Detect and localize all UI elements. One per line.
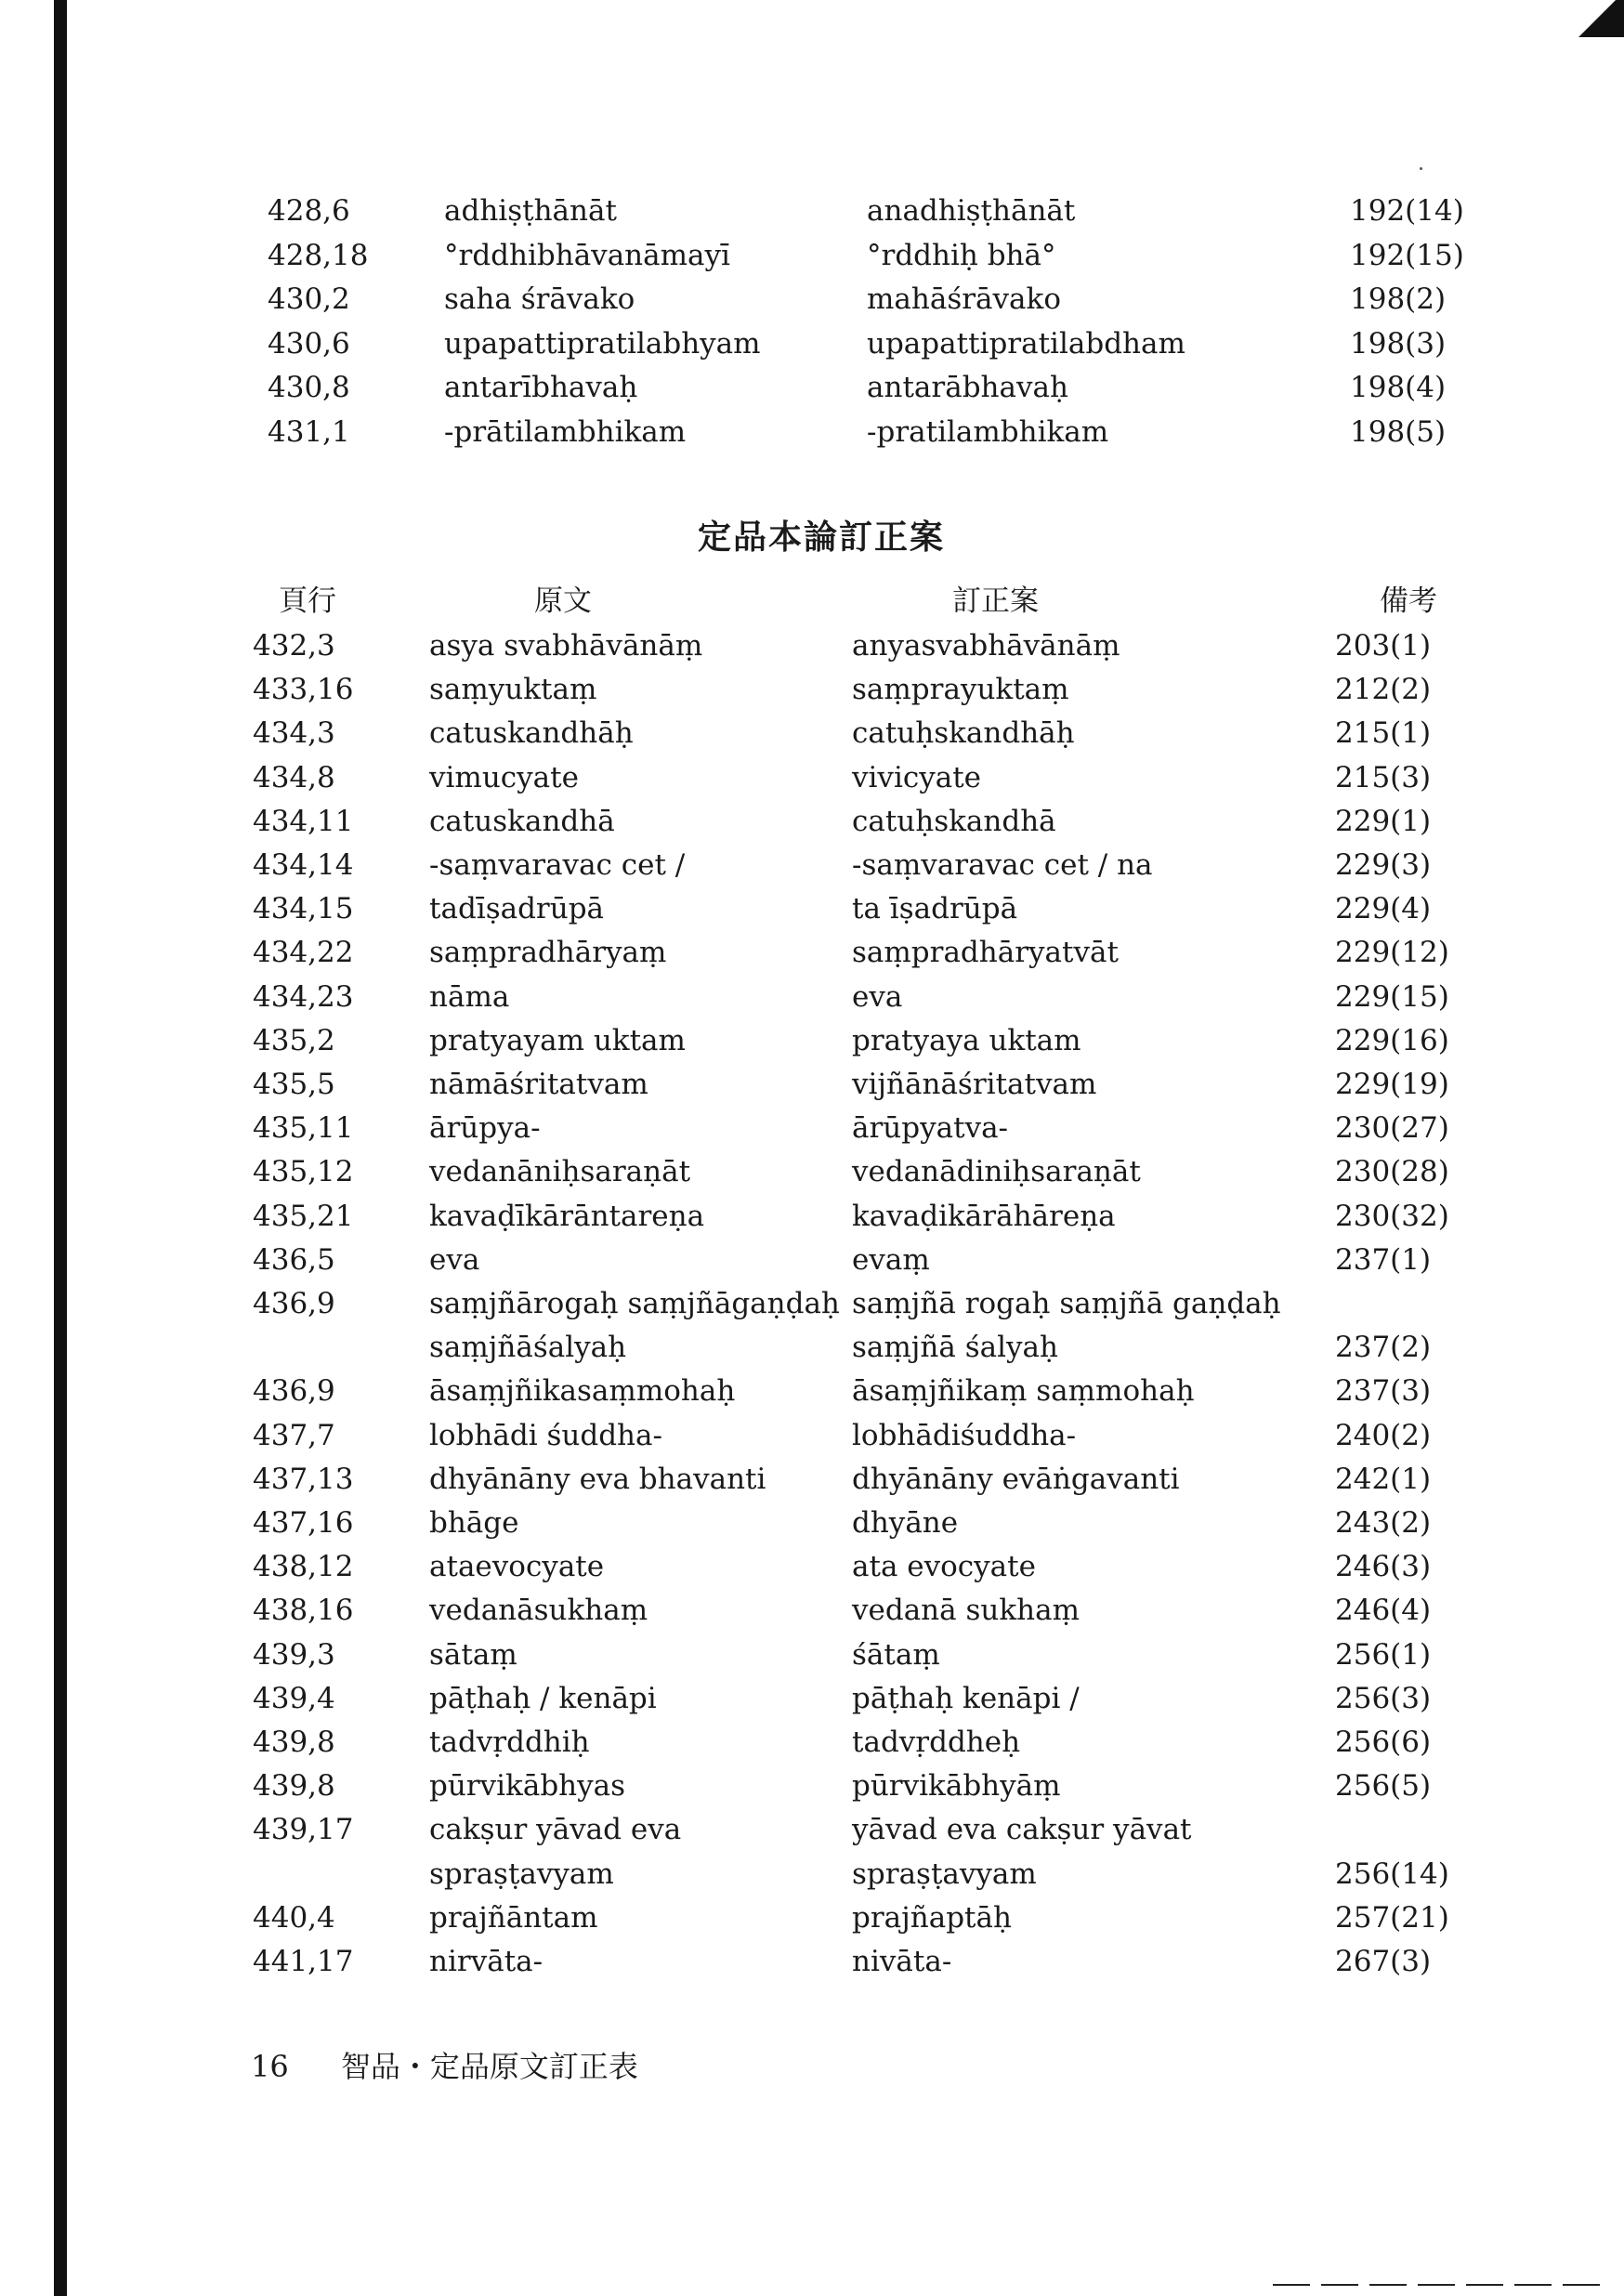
cell-original-text: -saṃvaravac cet /	[429, 848, 686, 882]
cell-correction: spraṣṭavyam	[852, 1856, 1037, 1891]
cell-remarks: 215(1)	[1335, 716, 1432, 751]
cell-original-text: saṃjñāśalyaḥ	[429, 1331, 627, 1365]
cell-page-line: 438,12	[253, 1550, 354, 1584]
cell-page-line: 434,3	[253, 716, 335, 751]
cell-original-text: lobhādi śuddha-	[429, 1418, 662, 1452]
cell-page-line: 435,21	[253, 1199, 354, 1233]
cell-remarks: 256(14)	[1335, 1856, 1449, 1891]
table-row	[253, 1808, 1553, 1852]
cell-remarks: 198(4)	[1350, 371, 1447, 404]
cell-correction: kavaḍikārāhāreṇa	[852, 1199, 1116, 1233]
table-row	[253, 1545, 1553, 1589]
cell-page-line: 434,14	[253, 848, 354, 882]
table-row	[268, 366, 1568, 410]
cell-page-line: 437,16	[253, 1506, 354, 1540]
cell-original-text: catuskandhā	[429, 804, 615, 838]
cell-original-text: vedanāniḥsaraṇāt	[429, 1155, 691, 1189]
cell-correction: vedanā sukhaṃ	[852, 1594, 1080, 1628]
cell-remarks: 230(28)	[1335, 1155, 1449, 1189]
cell-original-text: nāma	[429, 979, 510, 1014]
header-correction: 訂正案	[952, 584, 1039, 618]
cell-remarks: 198(3)	[1350, 326, 1447, 361]
running-title: 智品・定品原文訂正表	[340, 2049, 638, 2084]
cell-original-text: pūrvikābhyas	[429, 1769, 626, 1804]
table-row	[253, 1633, 1553, 1677]
cell-correction: saṃprayuktaṃ	[852, 673, 1069, 707]
cell-correction: ata evocyate	[852, 1550, 1036, 1584]
cell-remarks: 203(1)	[1335, 629, 1432, 663]
cell-correction: ārūpyatva-	[852, 1111, 1009, 1146]
cell-page-line: 434,23	[253, 979, 354, 1014]
table-row	[253, 1195, 1553, 1239]
cell-correction: saṃjñā rogaḥ saṃjñā gaṇḍaḥ	[852, 1287, 1281, 1320]
table-row	[253, 1370, 1553, 1413]
cell-correction: pāṭhaḥ kenāpi /	[852, 1681, 1080, 1715]
cell-correction: saṃjñā śalyaḥ	[852, 1331, 1058, 1365]
table-row	[253, 887, 1553, 931]
table-row	[253, 1502, 1553, 1545]
header-remarks: 備考	[1380, 584, 1437, 618]
table-row	[253, 756, 1553, 800]
header-page-line: 頁行	[279, 584, 336, 618]
cell-correction: anadhiṣṭhānāt	[867, 194, 1076, 228]
cell-remarks: 215(3)	[1335, 760, 1432, 794]
cell-remarks: 229(1)	[1335, 804, 1432, 838]
cell-page-line: 428,6	[268, 194, 350, 228]
cell-remarks: 257(21)	[1335, 1900, 1449, 1935]
cell-correction: tadvṛddheḥ	[852, 1725, 1021, 1759]
cell-page-line: 439,8	[253, 1769, 335, 1804]
cell-original-text: vedanāsukhaṃ	[429, 1594, 648, 1628]
cell-remarks: 229(3)	[1335, 848, 1432, 882]
cell-page-line: 430,2	[268, 282, 350, 316]
cell-remarks: 267(3)	[1335, 1945, 1432, 1978]
cell-correction: ta īṣadrūpā	[852, 892, 1018, 926]
cell-correction: vivicyate	[852, 760, 982, 794]
cell-page-line: 439,3	[253, 1637, 335, 1672]
table-row	[253, 1589, 1553, 1633]
cell-remarks: 192(15)	[1350, 238, 1464, 272]
cell-remarks: 256(1)	[1335, 1637, 1432, 1672]
cell-page-line: 436,9	[253, 1374, 335, 1409]
cell-correction: saṃpradhāryatvāt	[852, 936, 1119, 970]
cell-correction: -saṃvaravac cet / na	[852, 848, 1153, 882]
table-row	[253, 1107, 1553, 1150]
cell-remarks: 246(4)	[1335, 1594, 1432, 1628]
table-row	[268, 190, 1568, 233]
cell-original-text: pāṭhaḥ / kenāpi	[429, 1681, 657, 1715]
cell-correction: upapattipratilabdham	[867, 326, 1185, 361]
cell-page-line: 435,11	[253, 1111, 354, 1146]
cell-page-line: 434,11	[253, 804, 354, 838]
table-row	[253, 976, 1553, 1019]
cell-page-line: 435,12	[253, 1155, 354, 1189]
table-row	[253, 844, 1553, 887]
table-row	[253, 1940, 1553, 1984]
table-row	[253, 1721, 1553, 1765]
cell-remarks: 243(2)	[1335, 1506, 1432, 1540]
table-row	[268, 322, 1568, 366]
cell-original-text: antarībhavaḥ	[444, 371, 638, 404]
cell-page-line: 439,17	[253, 1813, 354, 1847]
cell-original-text: saṃpradhāryaṃ	[429, 936, 667, 970]
cell-original-text: adhiṣṭhānāt	[444, 194, 617, 228]
cell-original-text: -prātilambhikam	[444, 414, 687, 449]
cell-remarks: 237(1)	[1335, 1242, 1432, 1277]
cell-original-text: upapattipratilabhyam	[444, 326, 761, 361]
cell-original-text: kavaḍīkārāntareṇa	[429, 1199, 705, 1233]
cell-original-text: °rddhibhāvanāmayī	[444, 238, 730, 272]
table-row	[253, 1326, 1553, 1370]
table-row	[253, 668, 1553, 712]
cell-page-line: 434,22	[253, 936, 354, 970]
cell-page-line: 436,9	[253, 1287, 335, 1320]
cell-remarks: 198(5)	[1350, 414, 1447, 449]
cell-correction: dhyānāny evāṅgavanti	[852, 1462, 1180, 1496]
cell-correction: evaṃ	[852, 1242, 930, 1277]
table-row	[253, 1019, 1553, 1063]
cell-page-line: 432,3	[253, 629, 335, 663]
cell-original-text: eva	[429, 1242, 480, 1277]
cell-remarks: 256(3)	[1335, 1681, 1432, 1715]
cell-remarks: 229(19)	[1335, 1068, 1449, 1101]
page-footer	[251, 2044, 638, 2089]
cell-correction: pūrvikābhyāṃ	[852, 1769, 1061, 1804]
page-number: 16	[251, 2049, 289, 2084]
cell-page-line: 437,13	[253, 1462, 354, 1496]
table-row	[253, 1896, 1553, 1940]
cell-original-text: sātaṃ	[429, 1637, 517, 1672]
cell-remarks: 246(3)	[1335, 1550, 1432, 1584]
table-row	[253, 1765, 1553, 1808]
cell-remarks: 256(5)	[1335, 1769, 1432, 1804]
cell-correction: vedanādiniḥsaraṇāt	[852, 1155, 1141, 1189]
cell-remarks: 237(2)	[1335, 1331, 1432, 1365]
cell-original-text: ārūpya-	[429, 1111, 541, 1146]
table-row	[253, 800, 1553, 844]
cell-original-text: saṃyuktaṃ	[429, 673, 597, 707]
cell-original-text: pratyayam uktam	[429, 1023, 686, 1057]
cell-remarks: 229(12)	[1335, 936, 1449, 970]
cell-remarks: 212(2)	[1335, 673, 1432, 707]
cell-page-line: 439,8	[253, 1725, 335, 1759]
cell-original-text: spraṣṭavyam	[429, 1856, 614, 1891]
cell-page-line: 434,8	[253, 760, 335, 794]
cell-page-line: 437,7	[253, 1418, 335, 1452]
cell-original-text: nirvāta-	[429, 1945, 544, 1978]
cell-remarks: 198(2)	[1350, 282, 1447, 316]
cell-page-line: 439,4	[253, 1681, 335, 1715]
cell-original-text: saṃjñārogaḥ saṃjñāgaṇḍaḥ	[429, 1287, 840, 1320]
cell-page-line: 433,16	[253, 673, 354, 707]
table-row	[268, 234, 1568, 278]
table-row	[253, 1853, 1553, 1896]
table-row	[253, 1282, 1553, 1326]
cell-original-text: nāmāśritatvam	[429, 1068, 648, 1101]
cell-page-line: 435,5	[253, 1068, 335, 1101]
cell-original-text: āsaṃjñikasaṃmohaḥ	[429, 1374, 736, 1409]
cell-correction: catuḥskandhāḥ	[852, 716, 1075, 751]
cell-correction: anyasvabhāvānāṃ	[852, 629, 1120, 663]
cell-original-text: prajñāntam	[429, 1900, 598, 1935]
cell-original-text: tadvṛddhiḥ	[429, 1725, 590, 1759]
section-title: 定品本論訂正案	[697, 518, 945, 557]
cell-correction: mahāśrāvako	[867, 282, 1061, 316]
cell-page-line: 430,6	[268, 326, 350, 361]
cell-page-line: 430,8	[268, 371, 350, 404]
table-row	[253, 931, 1553, 975]
cell-correction: prajñaptāḥ	[852, 1900, 1012, 1935]
cell-correction: eva	[852, 979, 903, 1014]
cell-correction: āsaṃjñikaṃ saṃmohaḥ	[852, 1374, 1195, 1409]
cell-correction: vijñānāśritatvam	[852, 1068, 1097, 1101]
cell-remarks: 192(14)	[1350, 194, 1464, 228]
cell-original-text: bhāge	[429, 1506, 519, 1540]
table-row	[253, 1150, 1553, 1194]
cell-page-line: 441,17	[253, 1945, 354, 1978]
cell-correction: pratyaya uktam	[852, 1023, 1081, 1057]
cell-correction: lobhādiśuddha-	[852, 1418, 1077, 1452]
cell-remarks: 229(4)	[1335, 892, 1432, 926]
cell-correction: nivāta-	[852, 1945, 952, 1978]
cell-correction: dhyāne	[852, 1506, 959, 1540]
cell-original-text: cakṣur yāvad eva	[429, 1813, 682, 1847]
table-row	[253, 624, 1553, 668]
cell-original-text: tadīṣadrūpā	[429, 892, 605, 926]
table-row	[268, 278, 1568, 321]
cell-page-line: 435,2	[253, 1023, 335, 1057]
cell-original-text: vimucyate	[429, 760, 579, 794]
table-row	[268, 411, 1568, 454]
cell-remarks: 256(6)	[1335, 1725, 1432, 1759]
cell-page-line: 436,5	[253, 1242, 335, 1277]
cell-correction: yāvad eva cakṣur yāvat	[852, 1813, 1192, 1847]
cell-page-line: 438,16	[253, 1594, 354, 1628]
table-row	[253, 1677, 1553, 1721]
cell-remarks: 230(27)	[1335, 1111, 1449, 1146]
cell-original-text: asya svabhāvānāṃ	[429, 629, 703, 663]
cell-correction: catuḥskandhā	[852, 804, 1056, 838]
cell-remarks: 229(15)	[1335, 979, 1449, 1014]
cell-remarks: 237(3)	[1335, 1374, 1432, 1409]
cell-remarks: 242(1)	[1335, 1462, 1432, 1496]
cell-original-text: ataevocyate	[429, 1550, 605, 1584]
table-row	[253, 1458, 1553, 1502]
cell-correction: śātaṃ	[852, 1637, 940, 1672]
cell-original-text: saha śrāvako	[444, 282, 635, 316]
table-row	[253, 1239, 1553, 1282]
cell-correction: antarābhavaḥ	[867, 371, 1068, 404]
table-row	[253, 1414, 1553, 1458]
cell-original-text: dhyānāny eva bhavanti	[429, 1462, 766, 1496]
cell-page-line: 434,15	[253, 892, 354, 926]
cell-correction: -pratilambhikam	[867, 414, 1109, 449]
cell-correction: °rddhiḥ bhā°	[867, 238, 1056, 272]
cell-page-line: 428,18	[268, 238, 369, 272]
header-original-text: 原文	[534, 584, 592, 618]
cell-remarks: 240(2)	[1335, 1418, 1432, 1452]
cell-remarks: 230(32)	[1335, 1199, 1449, 1233]
cell-original-text: catuskandhāḥ	[429, 716, 634, 751]
cell-remarks: 229(16)	[1335, 1023, 1449, 1057]
table-row	[253, 1063, 1553, 1107]
cell-page-line: 431,1	[268, 414, 350, 449]
table-row	[253, 712, 1553, 755]
cell-page-line: 440,4	[253, 1900, 335, 1935]
